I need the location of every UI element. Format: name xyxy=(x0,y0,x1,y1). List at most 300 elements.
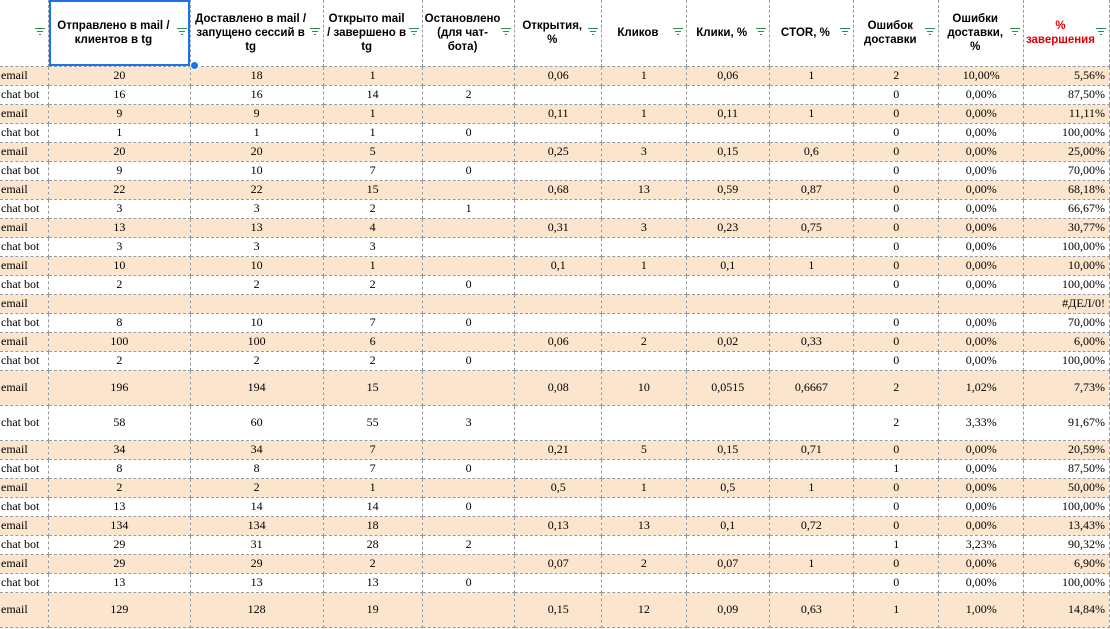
cell-comp[interactable]: 50,00% xyxy=(1023,478,1109,497)
cell-sent[interactable]: 58 xyxy=(49,405,191,440)
cell-sent[interactable]: 9 xyxy=(49,161,191,180)
cell-deliv[interactable]: 16 xyxy=(190,85,323,104)
cell-openp[interactable] xyxy=(515,294,602,313)
cell-ch[interactable]: email xyxy=(0,516,49,535)
cell-clicks[interactable]: 13 xyxy=(602,180,687,199)
cell-stop[interactable] xyxy=(422,104,515,123)
cell-deliv[interactable]: 60 xyxy=(190,405,323,440)
cell-clickp[interactable]: 0,09 xyxy=(686,592,769,627)
cell-sent[interactable]: 2 xyxy=(49,275,191,294)
cell-ctor[interactable] xyxy=(769,497,854,516)
cell-openp[interactable] xyxy=(515,199,602,218)
filter-icon[interactable] xyxy=(840,28,850,37)
cell-ch[interactable]: email xyxy=(0,104,49,123)
cell-openp[interactable]: 0,15 xyxy=(515,592,602,627)
cell-clickp[interactable] xyxy=(686,161,769,180)
cell-deliv[interactable]: 13 xyxy=(190,218,323,237)
cell-stop[interactable]: 2 xyxy=(422,535,515,554)
cell-sent[interactable]: 100 xyxy=(49,332,191,351)
cell-open[interactable]: 7 xyxy=(323,459,422,478)
cell-clicks[interactable] xyxy=(602,237,687,256)
cell-err[interactable]: 0 xyxy=(854,237,939,256)
cell-open[interactable]: 7 xyxy=(323,161,422,180)
cell-clickp[interactable]: 0,07 xyxy=(686,554,769,573)
cell-clicks[interactable] xyxy=(602,497,687,516)
cell-errp[interactable]: 3,33% xyxy=(939,405,1023,440)
cell-openp[interactable]: 0,13 xyxy=(515,516,602,535)
cell-sent[interactable]: 9 xyxy=(49,104,191,123)
cell-deliv[interactable]: 31 xyxy=(190,535,323,554)
cell-sent[interactable]: 10 xyxy=(49,256,191,275)
cell-ch[interactable]: email xyxy=(0,554,49,573)
cell-clicks[interactable] xyxy=(602,535,687,554)
cell-ch[interactable]: email xyxy=(0,332,49,351)
cell-stop[interactable] xyxy=(422,180,515,199)
cell-clicks[interactable]: 5 xyxy=(602,440,687,459)
cell-deliv[interactable]: 20 xyxy=(190,142,323,161)
cell-errp[interactable]: 0,00% xyxy=(939,123,1023,142)
cell-stop[interactable] xyxy=(422,256,515,275)
cell-deliv[interactable]: 3 xyxy=(190,237,323,256)
cell-ctor[interactable] xyxy=(769,573,854,592)
cell-open[interactable]: 1 xyxy=(323,123,422,142)
cell-ch[interactable]: chat bot xyxy=(0,161,49,180)
cell-clickp[interactable] xyxy=(686,123,769,142)
filter-icon[interactable] xyxy=(588,28,598,37)
cell-open[interactable]: 2 xyxy=(323,275,422,294)
cell-errp[interactable]: 1,02% xyxy=(939,370,1023,405)
cell-clicks[interactable]: 2 xyxy=(602,332,687,351)
cell-open[interactable]: 14 xyxy=(323,497,422,516)
cell-sent[interactable]: 2 xyxy=(49,351,191,370)
cell-comp[interactable]: 6,00% xyxy=(1023,332,1109,351)
cell-clicks[interactable] xyxy=(602,405,687,440)
cell-deliv[interactable]: 29 xyxy=(190,554,323,573)
cell-ctor[interactable]: 0,63 xyxy=(769,592,854,627)
cell-ctor[interactable]: 0,72 xyxy=(769,516,854,535)
cell-clicks[interactable]: 3 xyxy=(602,218,687,237)
cell-open[interactable]: 13 xyxy=(323,573,422,592)
cell-comp[interactable]: 25,00% xyxy=(1023,142,1109,161)
cell-sent[interactable] xyxy=(49,294,191,313)
cell-openp[interactable]: 0,68 xyxy=(515,180,602,199)
cell-openp[interactable] xyxy=(515,275,602,294)
cell-err[interactable]: 0 xyxy=(854,218,939,237)
cell-comp[interactable]: #ДЕЛ/0! xyxy=(1023,294,1109,313)
cell-err[interactable]: 1 xyxy=(854,592,939,627)
cell-openp[interactable] xyxy=(515,497,602,516)
cell-deliv[interactable]: 2 xyxy=(190,351,323,370)
cell-open[interactable]: 6 xyxy=(323,332,422,351)
cell-err[interactable]: 1 xyxy=(854,459,939,478)
cell-errp[interactable]: 0,00% xyxy=(939,142,1023,161)
cell-errp[interactable]: 0,00% xyxy=(939,275,1023,294)
cell-comp[interactable]: 100,00% xyxy=(1023,237,1109,256)
cell-clicks[interactable] xyxy=(602,275,687,294)
cell-clickp[interactable] xyxy=(686,294,769,313)
cell-clickp[interactable] xyxy=(686,535,769,554)
cell-openp[interactable] xyxy=(515,237,602,256)
filter-icon[interactable] xyxy=(35,28,45,37)
cell-sent[interactable]: 34 xyxy=(49,440,191,459)
cell-openp[interactable] xyxy=(515,405,602,440)
cell-deliv[interactable]: 10 xyxy=(190,256,323,275)
cell-deliv[interactable]: 18 xyxy=(190,66,323,85)
cell-open[interactable]: 2 xyxy=(323,351,422,370)
cell-openp[interactable] xyxy=(515,351,602,370)
cell-clickp[interactable]: 0,15 xyxy=(686,142,769,161)
cell-open[interactable]: 1 xyxy=(323,256,422,275)
cell-clickp[interactable] xyxy=(686,351,769,370)
cell-stop[interactable] xyxy=(422,237,515,256)
cell-openp[interactable]: 0,06 xyxy=(515,332,602,351)
cell-ch[interactable]: chat bot xyxy=(0,535,49,554)
cell-clickp[interactable] xyxy=(686,85,769,104)
cell-stop[interactable]: 0 xyxy=(422,351,515,370)
cell-stop[interactable]: 0 xyxy=(422,313,515,332)
cell-comp[interactable]: 11,11% xyxy=(1023,104,1109,123)
cell-ctor[interactable]: 0,6667 xyxy=(769,370,854,405)
cell-ctor[interactable]: 1 xyxy=(769,66,854,85)
cell-stop[interactable]: 0 xyxy=(422,573,515,592)
cell-errp[interactable]: 0,00% xyxy=(939,351,1023,370)
filter-icon[interactable] xyxy=(310,28,320,37)
cell-ctor[interactable]: 0,75 xyxy=(769,218,854,237)
header-cell[interactable]: Доставлено в mail / запущено сессий в tg xyxy=(190,0,323,66)
cell-clickp[interactable] xyxy=(686,405,769,440)
cell-sent[interactable]: 3 xyxy=(49,237,191,256)
cell-ch[interactable]: chat bot xyxy=(0,497,49,516)
cell-errp[interactable]: 0,00% xyxy=(939,180,1023,199)
cell-sent[interactable]: 22 xyxy=(49,180,191,199)
cell-open[interactable]: 14 xyxy=(323,85,422,104)
cell-err[interactable]: 0 xyxy=(854,313,939,332)
cell-comp[interactable]: 13,43% xyxy=(1023,516,1109,535)
cell-sent[interactable]: 8 xyxy=(49,459,191,478)
cell-open[interactable]: 1 xyxy=(323,66,422,85)
cell-clickp[interactable] xyxy=(686,497,769,516)
cell-ch[interactable]: chat bot xyxy=(0,405,49,440)
cell-err[interactable]: 0 xyxy=(854,440,939,459)
cell-sent[interactable]: 20 xyxy=(49,142,191,161)
cell-ctor[interactable]: 1 xyxy=(769,104,854,123)
cell-comp[interactable]: 68,18% xyxy=(1023,180,1109,199)
cell-comp[interactable]: 70,00% xyxy=(1023,161,1109,180)
cell-errp[interactable]: 0,00% xyxy=(939,573,1023,592)
cell-ctor[interactable]: 1 xyxy=(769,256,854,275)
filter-icon[interactable] xyxy=(756,28,766,37)
cell-clickp[interactable]: 0,11 xyxy=(686,104,769,123)
cell-sent[interactable]: 129 xyxy=(49,592,191,627)
cell-ctor[interactable]: 0,71 xyxy=(769,440,854,459)
header-cell[interactable]: Клики, % xyxy=(686,0,769,66)
cell-err[interactable]: 0 xyxy=(854,199,939,218)
filter-icon[interactable] xyxy=(925,28,935,37)
cell-open[interactable]: 1 xyxy=(323,478,422,497)
cell-ctor[interactable]: 0,87 xyxy=(769,180,854,199)
cell-deliv[interactable]: 10 xyxy=(190,313,323,332)
cell-clicks[interactable] xyxy=(602,294,687,313)
cell-stop[interactable] xyxy=(422,592,515,627)
cell-sent[interactable]: 196 xyxy=(49,370,191,405)
cell-err[interactable]: 0 xyxy=(854,497,939,516)
filter-icon[interactable] xyxy=(1010,28,1020,37)
cell-clicks[interactable]: 1 xyxy=(602,104,687,123)
cell-clicks[interactable] xyxy=(602,351,687,370)
cell-openp[interactable]: 0,07 xyxy=(515,554,602,573)
cell-errp[interactable]: 0,00% xyxy=(939,313,1023,332)
cell-sent[interactable]: 3 xyxy=(49,199,191,218)
cell-ctor[interactable] xyxy=(769,351,854,370)
cell-errp[interactable]: 0,00% xyxy=(939,440,1023,459)
cell-deliv[interactable]: 100 xyxy=(190,332,323,351)
cell-deliv[interactable]: 9 xyxy=(190,104,323,123)
cell-ch[interactable]: chat bot xyxy=(0,351,49,370)
cell-ch[interactable]: email xyxy=(0,478,49,497)
header-cell[interactable]: Остановлено (для чат-бота) xyxy=(422,0,515,66)
cell-openp[interactable] xyxy=(515,85,602,104)
cell-ctor[interactable] xyxy=(769,85,854,104)
cell-clickp[interactable]: 0,23 xyxy=(686,218,769,237)
cell-ctor[interactable]: 1 xyxy=(769,478,854,497)
cell-ctor[interactable] xyxy=(769,535,854,554)
cell-open[interactable]: 3 xyxy=(323,237,422,256)
cell-openp[interactable] xyxy=(515,573,602,592)
cell-comp[interactable]: 20,59% xyxy=(1023,440,1109,459)
cell-comp[interactable]: 100,00% xyxy=(1023,573,1109,592)
cell-openp[interactable] xyxy=(515,459,602,478)
cell-ch[interactable]: chat bot xyxy=(0,85,49,104)
cell-errp[interactable]: 0,00% xyxy=(939,218,1023,237)
cell-err[interactable]: 0 xyxy=(854,332,939,351)
filter-icon[interactable] xyxy=(1096,28,1106,37)
cell-ch[interactable]: email xyxy=(0,370,49,405)
cell-comp[interactable]: 7,73% xyxy=(1023,370,1109,405)
cell-err[interactable]: 0 xyxy=(854,573,939,592)
cell-stop[interactable]: 0 xyxy=(422,161,515,180)
cell-clicks[interactable]: 13 xyxy=(602,516,687,535)
cell-stop[interactable] xyxy=(422,142,515,161)
cell-err[interactable]: 0 xyxy=(854,275,939,294)
cell-comp[interactable]: 87,50% xyxy=(1023,459,1109,478)
cell-errp[interactable]: 0,00% xyxy=(939,85,1023,104)
cell-deliv[interactable]: 2 xyxy=(190,478,323,497)
cell-deliv[interactable]: 22 xyxy=(190,180,323,199)
cell-ctor[interactable]: 0,6 xyxy=(769,142,854,161)
cell-comp[interactable]: 14,84% xyxy=(1023,592,1109,627)
cell-errp[interactable]: 0,00% xyxy=(939,497,1023,516)
cell-comp[interactable]: 100,00% xyxy=(1023,351,1109,370)
cell-comp[interactable]: 10,00% xyxy=(1023,256,1109,275)
cell-errp[interactable]: 0,00% xyxy=(939,516,1023,535)
cell-stop[interactable] xyxy=(422,66,515,85)
cell-ctor[interactable] xyxy=(769,294,854,313)
cell-errp[interactable]: 0,00% xyxy=(939,256,1023,275)
cell-ch[interactable]: email xyxy=(0,440,49,459)
cell-open[interactable]: 18 xyxy=(323,516,422,535)
header-cell[interactable] xyxy=(0,0,49,66)
cell-stop[interactable]: 0 xyxy=(422,459,515,478)
filter-icon[interactable] xyxy=(409,28,419,37)
cell-open[interactable]: 2 xyxy=(323,554,422,573)
cell-err[interactable]: 0 xyxy=(854,516,939,535)
header-cell[interactable]: Ошибок доставки xyxy=(854,0,939,66)
header-cell[interactable]: Ошибки доставки, % xyxy=(939,0,1023,66)
cell-err[interactable] xyxy=(854,294,939,313)
cell-open[interactable]: 15 xyxy=(323,370,422,405)
cell-err[interactable]: 0 xyxy=(854,142,939,161)
cell-clicks[interactable]: 1 xyxy=(602,478,687,497)
cell-sent[interactable]: 13 xyxy=(49,497,191,516)
cell-errp[interactable]: 0,00% xyxy=(939,554,1023,573)
cell-ctor[interactable] xyxy=(769,199,854,218)
cell-clickp[interactable] xyxy=(686,275,769,294)
cell-clicks[interactable] xyxy=(602,85,687,104)
cell-openp[interactable]: 0,5 xyxy=(515,478,602,497)
cell-sent[interactable]: 13 xyxy=(49,573,191,592)
cell-sent[interactable]: 29 xyxy=(49,535,191,554)
cell-clicks[interactable] xyxy=(602,459,687,478)
cell-clickp[interactable]: 0,5 xyxy=(686,478,769,497)
cell-clickp[interactable]: 0,15 xyxy=(686,440,769,459)
cell-deliv[interactable]: 1 xyxy=(190,123,323,142)
cell-openp[interactable]: 0,25 xyxy=(515,142,602,161)
cell-ctor[interactable] xyxy=(769,275,854,294)
filter-icon[interactable] xyxy=(177,28,187,37)
cell-comp[interactable]: 91,67% xyxy=(1023,405,1109,440)
cell-clickp[interactable]: 0,1 xyxy=(686,516,769,535)
cell-stop[interactable]: 0 xyxy=(422,123,515,142)
cell-clickp[interactable] xyxy=(686,459,769,478)
cell-ch[interactable]: chat bot xyxy=(0,275,49,294)
cell-ch[interactable]: chat bot xyxy=(0,459,49,478)
cell-comp[interactable]: 100,00% xyxy=(1023,123,1109,142)
cell-comp[interactable]: 90,32% xyxy=(1023,535,1109,554)
cell-openp[interactable] xyxy=(515,161,602,180)
cell-comp[interactable]: 100,00% xyxy=(1023,497,1109,516)
cell-sent[interactable]: 2 xyxy=(49,478,191,497)
header-cell[interactable]: Кликов xyxy=(602,0,687,66)
cell-errp[interactable]: 0,00% xyxy=(939,332,1023,351)
cell-errp[interactable]: 0,00% xyxy=(939,161,1023,180)
cell-deliv[interactable]: 2 xyxy=(190,275,323,294)
cell-stop[interactable]: 1 xyxy=(422,199,515,218)
cell-ctor[interactable] xyxy=(769,237,854,256)
cell-ch[interactable]: chat bot xyxy=(0,573,49,592)
cell-err[interactable]: 0 xyxy=(854,554,939,573)
cell-open[interactable]: 4 xyxy=(323,218,422,237)
cell-deliv[interactable]: 3 xyxy=(190,199,323,218)
cell-sent[interactable]: 29 xyxy=(49,554,191,573)
cell-deliv[interactable]: 13 xyxy=(190,573,323,592)
cell-stop[interactable]: 2 xyxy=(422,85,515,104)
header-cell[interactable]: Открытия, % xyxy=(515,0,602,66)
cell-ctor[interactable] xyxy=(769,161,854,180)
filter-icon[interactable] xyxy=(501,28,511,37)
cell-ch[interactable]: chat bot xyxy=(0,123,49,142)
cell-errp[interactable] xyxy=(939,294,1023,313)
cell-err[interactable]: 0 xyxy=(854,123,939,142)
cell-open[interactable]: 7 xyxy=(323,313,422,332)
cell-errp[interactable]: 0,00% xyxy=(939,199,1023,218)
cell-err[interactable]: 0 xyxy=(854,161,939,180)
cell-open[interactable]: 2 xyxy=(323,199,422,218)
cell-err[interactable]: 1 xyxy=(854,535,939,554)
cell-clickp[interactable]: 0,1 xyxy=(686,256,769,275)
cell-ctor[interactable] xyxy=(769,123,854,142)
cell-errp[interactable]: 0,00% xyxy=(939,104,1023,123)
cell-ctor[interactable]: 1 xyxy=(769,554,854,573)
cell-deliv[interactable] xyxy=(190,294,323,313)
cell-stop[interactable] xyxy=(422,332,515,351)
cell-open[interactable]: 7 xyxy=(323,440,422,459)
cell-clicks[interactable]: 10 xyxy=(602,370,687,405)
cell-sent[interactable]: 134 xyxy=(49,516,191,535)
cell-err[interactable]: 2 xyxy=(854,66,939,85)
cell-deliv[interactable]: 128 xyxy=(190,592,323,627)
cell-clicks[interactable]: 12 xyxy=(602,592,687,627)
cell-ch[interactable]: chat bot xyxy=(0,199,49,218)
cell-errp[interactable]: 0,00% xyxy=(939,478,1023,497)
cell-stop[interactable]: 3 xyxy=(422,405,515,440)
cell-errp[interactable]: 1,00% xyxy=(939,592,1023,627)
cell-openp[interactable]: 0,1 xyxy=(515,256,602,275)
cell-clicks[interactable] xyxy=(602,161,687,180)
cell-stop[interactable] xyxy=(422,554,515,573)
cell-comp[interactable]: 30,77% xyxy=(1023,218,1109,237)
cell-clicks[interactable] xyxy=(602,199,687,218)
cell-stop[interactable] xyxy=(422,440,515,459)
header-cell[interactable]: CTOR, % xyxy=(769,0,854,66)
cell-openp[interactable]: 0,21 xyxy=(515,440,602,459)
cell-deliv[interactable]: 194 xyxy=(190,370,323,405)
cell-ctor[interactable] xyxy=(769,405,854,440)
header-cell[interactable]: Открыто mail / завершено в tg xyxy=(323,0,422,66)
cell-err[interactable]: 0 xyxy=(854,351,939,370)
cell-openp[interactable]: 0,31 xyxy=(515,218,602,237)
cell-clicks[interactable] xyxy=(602,573,687,592)
cell-errp[interactable]: 10,00% xyxy=(939,66,1023,85)
cell-openp[interactable] xyxy=(515,535,602,554)
cell-openp[interactable]: 0,06 xyxy=(515,66,602,85)
cell-stop[interactable] xyxy=(422,370,515,405)
cell-ctor[interactable] xyxy=(769,459,854,478)
cell-open[interactable]: 19 xyxy=(323,592,422,627)
cell-sent[interactable]: 1 xyxy=(49,123,191,142)
cell-comp[interactable]: 100,00% xyxy=(1023,275,1109,294)
cell-open[interactable] xyxy=(323,294,422,313)
cell-ch[interactable]: email xyxy=(0,66,49,85)
cell-sent[interactable]: 16 xyxy=(49,85,191,104)
cell-deliv[interactable]: 10 xyxy=(190,161,323,180)
cell-ctor[interactable]: 0,33 xyxy=(769,332,854,351)
cell-clickp[interactable]: 0,0515 xyxy=(686,370,769,405)
cell-stop[interactable] xyxy=(422,516,515,535)
cell-errp[interactable]: 3,23% xyxy=(939,535,1023,554)
cell-deliv[interactable]: 14 xyxy=(190,497,323,516)
cell-openp[interactable] xyxy=(515,313,602,332)
cell-deliv[interactable]: 34 xyxy=(190,440,323,459)
cell-open[interactable]: 55 xyxy=(323,405,422,440)
cell-ch[interactable]: chat bot xyxy=(0,313,49,332)
cell-err[interactable]: 0 xyxy=(854,478,939,497)
cell-err[interactable]: 0 xyxy=(854,180,939,199)
cell-err[interactable]: 0 xyxy=(854,256,939,275)
cell-deliv[interactable]: 134 xyxy=(190,516,323,535)
cell-clickp[interactable] xyxy=(686,313,769,332)
cell-clicks[interactable]: 3 xyxy=(602,142,687,161)
cell-ctor[interactable] xyxy=(769,313,854,332)
